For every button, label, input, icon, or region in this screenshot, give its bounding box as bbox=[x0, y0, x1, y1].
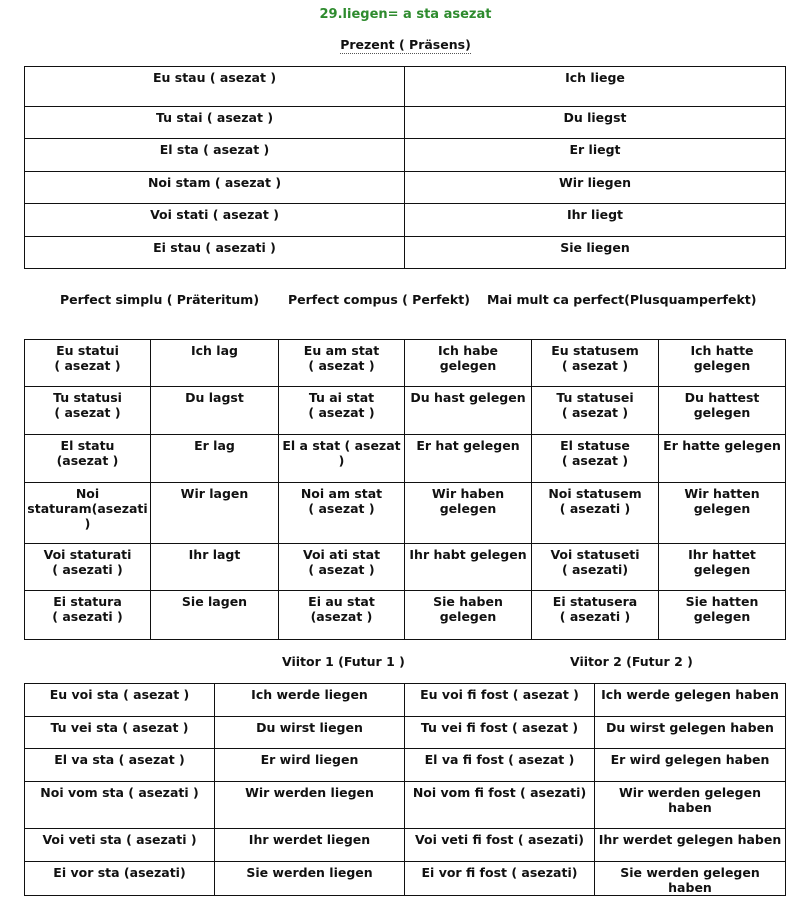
present-cell bbox=[405, 204, 786, 237]
past-cell bbox=[532, 544, 659, 591]
present-cell-line: Noi stam ( asezat ) bbox=[147, 175, 282, 190]
future-cell bbox=[405, 782, 595, 829]
future-cell bbox=[25, 782, 215, 829]
past-cell-line: ) bbox=[84, 516, 91, 531]
past-cell bbox=[151, 435, 279, 483]
past-cell-line: Du hattest bbox=[684, 390, 760, 405]
past-cell-line: gelegen bbox=[439, 501, 497, 516]
present-cell-line: Voi stati ( asezat ) bbox=[150, 207, 279, 222]
present-row bbox=[25, 67, 786, 107]
present-cell bbox=[25, 139, 405, 172]
past-row bbox=[25, 387, 786, 435]
past-cell-line: gelegen bbox=[693, 501, 751, 516]
past-cell bbox=[532, 435, 659, 483]
past-cell bbox=[405, 591, 532, 640]
past-cell-line: ( asezati) bbox=[561, 562, 629, 577]
past-cell bbox=[532, 340, 659, 387]
future-cell-line: Sie werden liegen bbox=[246, 865, 373, 880]
future-cell bbox=[25, 684, 215, 717]
present-table-body bbox=[25, 67, 786, 269]
present-cell-line: Er liegt bbox=[569, 142, 621, 157]
present-table bbox=[24, 66, 786, 269]
future-cell bbox=[25, 829, 215, 862]
future-cell bbox=[25, 862, 215, 896]
past-cell-line: Wir haben bbox=[431, 486, 505, 501]
past-cell-line: Eu statui bbox=[56, 343, 119, 358]
past-cell bbox=[151, 387, 279, 435]
future-cell bbox=[215, 749, 405, 782]
present-row bbox=[25, 107, 786, 139]
past-cell-line: gelegen bbox=[439, 609, 497, 624]
past-cell bbox=[405, 340, 532, 387]
heading-futur1: Viitor 1 (Futur 1 ) bbox=[282, 654, 405, 669]
past-cell-line: Ich hatte bbox=[690, 343, 754, 358]
past-cell bbox=[405, 435, 532, 483]
present-cell bbox=[405, 172, 786, 204]
past-cell bbox=[279, 387, 405, 435]
past-cell bbox=[279, 435, 405, 483]
present-cell bbox=[405, 67, 786, 107]
past-cell-line: ( asezat ) bbox=[561, 453, 629, 468]
past-cell-line: Wir hatten bbox=[684, 486, 760, 501]
past-row bbox=[25, 483, 786, 544]
future-cell bbox=[215, 782, 405, 829]
past-cell-line: (asezat ) bbox=[56, 453, 119, 468]
heading-futur2: Viitor 2 (Futur 2 ) bbox=[570, 654, 693, 669]
present-row bbox=[25, 237, 786, 269]
future-row bbox=[25, 782, 786, 829]
past-cell-line: Er lag bbox=[194, 438, 235, 453]
past-cell-line: Wir lagen bbox=[180, 486, 249, 501]
present-row bbox=[25, 139, 786, 172]
future-cell bbox=[405, 829, 595, 862]
present-heading-text: Prezent ( Präsens) bbox=[340, 37, 471, 52]
past-cell bbox=[25, 340, 151, 387]
past-table-body bbox=[25, 340, 786, 640]
present-cell-line: Wir liegen bbox=[559, 175, 631, 190]
future-cell-line: Sie werden gelegen haben bbox=[620, 865, 760, 895]
past-cell bbox=[151, 483, 279, 544]
future-table-body bbox=[25, 684, 786, 896]
future-cell-line: Tu vei fi fost ( asezat ) bbox=[420, 720, 579, 735]
past-cell-line: Er hat gelegen bbox=[416, 438, 520, 453]
future-cell-line: Du wirst gelegen haben bbox=[606, 720, 774, 735]
future-cell-line: Noi vom fi fost ( asezati) bbox=[412, 785, 587, 800]
past-cell-line: Noi statusem bbox=[548, 486, 642, 501]
future-cell bbox=[405, 749, 595, 782]
past-cell-line: El a stat ( asezat bbox=[282, 438, 401, 453]
past-cell bbox=[25, 387, 151, 435]
past-row bbox=[25, 544, 786, 591]
future-cell-line: Eu voi fi fost ( asezat ) bbox=[420, 687, 579, 702]
present-cell-line: Ei stau ( asezati ) bbox=[153, 240, 276, 255]
past-cell-line: Ihr hattet bbox=[688, 547, 756, 562]
past-row bbox=[25, 591, 786, 640]
past-cell bbox=[151, 544, 279, 591]
past-cell-line: gelegen bbox=[439, 358, 497, 373]
past-cell-line: Tu statusei bbox=[556, 390, 634, 405]
past-cell-line: Sie haben bbox=[433, 594, 503, 609]
present-cell bbox=[405, 237, 786, 269]
past-cell-line: ) bbox=[338, 453, 345, 468]
future-cell bbox=[25, 717, 215, 749]
future-cell-line: Voi veti sta ( asezati ) bbox=[42, 832, 197, 847]
past-cell bbox=[659, 387, 786, 435]
past-cell-line: Er hatte gelegen bbox=[663, 438, 781, 453]
past-cell-line: Tu statusi bbox=[53, 390, 122, 405]
future-row bbox=[25, 862, 786, 896]
past-cell-line: Ich lag bbox=[191, 343, 238, 358]
heading-perfekt: Perfect compus ( Perfekt) bbox=[288, 292, 470, 307]
past-cell-line: ( asezati ) bbox=[52, 562, 123, 577]
past-cell bbox=[151, 591, 279, 640]
past-cell-line: Ei statusera bbox=[552, 594, 638, 609]
future-cell-line: Ei vor fi fost ( asezati) bbox=[421, 865, 578, 880]
future-cell-line: Tu vei sta ( asezat ) bbox=[50, 720, 189, 735]
past-cell bbox=[659, 435, 786, 483]
present-row bbox=[25, 172, 786, 204]
past-cell bbox=[405, 544, 532, 591]
future-cell-line: haben bbox=[668, 800, 712, 815]
future-cell bbox=[215, 717, 405, 749]
future-cell-line: Ei vor sta (asezati) bbox=[53, 865, 186, 880]
future-cell bbox=[595, 782, 786, 829]
future-cell-line: Wir werden gelegen bbox=[619, 785, 761, 800]
future-cell-line: Eu voi sta ( asezat ) bbox=[49, 687, 190, 702]
past-cell-line: ( asezat ) bbox=[308, 358, 375, 373]
past-cell-line: Ei statura bbox=[53, 594, 122, 609]
future-cell-line: Wir werden liegen bbox=[245, 785, 374, 800]
future-cell-line: Du wirst liegen bbox=[256, 720, 363, 735]
present-cell-line: El sta ( asezat ) bbox=[159, 142, 270, 157]
past-cell-line: ( asezat ) bbox=[308, 501, 375, 516]
past-cell-line: ( asezati ) bbox=[52, 609, 123, 624]
past-cell bbox=[25, 435, 151, 483]
future-cell-line: Ich werde gelegen haben bbox=[601, 687, 779, 702]
future-cell-line: El va sta ( asezat ) bbox=[54, 752, 185, 767]
present-cell bbox=[25, 172, 405, 204]
past-cell-line: Sie lagen bbox=[181, 594, 248, 609]
present-cell bbox=[25, 237, 405, 269]
present-row bbox=[25, 204, 786, 237]
past-cell-line: gelegen bbox=[693, 562, 751, 577]
future-cell bbox=[405, 717, 595, 749]
past-cell-line: Voi statuseti bbox=[550, 547, 640, 562]
past-cell-line: gelegen bbox=[693, 358, 751, 373]
future-cell bbox=[25, 749, 215, 782]
past-cell bbox=[532, 387, 659, 435]
past-cell-line: Ihr habt gelegen bbox=[409, 547, 527, 562]
past-cell-line: staturam(asezati bbox=[27, 501, 148, 516]
future-cell-line: Ich werde liegen bbox=[251, 687, 368, 702]
past-cell-line: ( asezat ) bbox=[308, 562, 375, 577]
future-cell-line: Er wird gelegen haben bbox=[610, 752, 770, 767]
past-cell-line: Voi ati stat bbox=[302, 547, 381, 562]
past-cell-line: Sie hatten bbox=[685, 594, 759, 609]
present-cell bbox=[405, 139, 786, 172]
present-cell-line: Tu stai ( asezat ) bbox=[155, 110, 274, 125]
past-table bbox=[24, 339, 786, 640]
present-heading bbox=[0, 37, 797, 52]
present-cell bbox=[25, 67, 405, 107]
past-cell-line: Noi bbox=[75, 486, 100, 501]
past-cell-line: gelegen bbox=[693, 405, 751, 420]
past-cell-line: Eu am stat bbox=[303, 343, 380, 358]
past-cell bbox=[659, 483, 786, 544]
future-cell bbox=[595, 829, 786, 862]
past-cell bbox=[25, 483, 151, 544]
future-cell-line: Ihr werdet gelegen haben bbox=[598, 832, 782, 847]
past-cell-line: Tu ai stat bbox=[308, 390, 375, 405]
past-cell bbox=[25, 544, 151, 591]
future-row bbox=[25, 829, 786, 862]
past-cell bbox=[279, 340, 405, 387]
future-cell bbox=[595, 862, 786, 896]
past-cell-line: Ich habe bbox=[437, 343, 499, 358]
past-cell-line: Du lagst bbox=[185, 390, 244, 405]
past-cell bbox=[532, 591, 659, 640]
page-title: 29.liegen= a sta asezat bbox=[319, 7, 492, 22]
future-cell bbox=[405, 862, 595, 896]
future-row bbox=[25, 717, 786, 749]
present-cell bbox=[25, 107, 405, 139]
past-cell bbox=[279, 483, 405, 544]
past-cell bbox=[659, 544, 786, 591]
future-cell bbox=[405, 684, 595, 717]
heading-plusquamperfekt: Mai mult ca perfect(Plusquamperfekt) bbox=[487, 292, 757, 307]
past-row bbox=[25, 435, 786, 483]
past-cell-line: El statu bbox=[60, 438, 115, 453]
past-cell-line: Eu statusem bbox=[551, 343, 639, 358]
future-cell-line: Voi veti fi fost ( asezati) bbox=[415, 832, 584, 847]
past-cell bbox=[151, 340, 279, 387]
past-cell-line: ( asezati ) bbox=[559, 609, 631, 624]
past-cell-line: (asezat ) bbox=[310, 609, 373, 624]
past-cell bbox=[659, 340, 786, 387]
past-cell-line: ( asezat ) bbox=[308, 405, 375, 420]
past-row bbox=[25, 340, 786, 387]
future-cell bbox=[595, 749, 786, 782]
future-cell bbox=[215, 684, 405, 717]
past-cell bbox=[405, 483, 532, 544]
past-cell-line: ( asezat ) bbox=[54, 358, 121, 373]
past-cell bbox=[532, 483, 659, 544]
future-row bbox=[25, 749, 786, 782]
future-cell bbox=[215, 862, 405, 896]
past-cell-line: Du hast gelegen bbox=[410, 390, 526, 405]
past-cell bbox=[25, 591, 151, 640]
past-cell-line: Noi am stat bbox=[300, 486, 383, 501]
past-cell-line: ( asezati ) bbox=[559, 501, 631, 516]
past-cell bbox=[279, 591, 405, 640]
future-cell-line: El va fi fost ( asezat ) bbox=[424, 752, 575, 767]
future-cell-line: Ihr werdet liegen bbox=[248, 832, 371, 847]
future-cell bbox=[595, 684, 786, 717]
past-cell bbox=[659, 591, 786, 640]
past-cell-line: gelegen bbox=[693, 609, 751, 624]
past-cell-line: ( asezat ) bbox=[54, 405, 121, 420]
present-cell-line: Ihr liegt bbox=[566, 207, 624, 222]
present-cell-line: Du liegst bbox=[563, 110, 627, 125]
future-cell bbox=[215, 829, 405, 862]
present-cell-line: Eu stau ( asezat ) bbox=[152, 70, 277, 85]
past-cell-line: Voi staturati bbox=[43, 547, 132, 562]
future-cell bbox=[595, 717, 786, 749]
past-cell-line: ( asezat ) bbox=[561, 358, 629, 373]
heading-prateritum: Perfect simplu ( Präteritum) bbox=[60, 292, 260, 307]
past-cell-line: Ihr lagt bbox=[188, 547, 241, 562]
future-cell-line: Er wird liegen bbox=[260, 752, 359, 767]
present-cell bbox=[405, 107, 786, 139]
present-cell bbox=[25, 204, 405, 237]
past-cell bbox=[279, 544, 405, 591]
present-cell-line: Sie liegen bbox=[560, 240, 630, 255]
future-row bbox=[25, 684, 786, 717]
past-cell-line: ( asezat ) bbox=[561, 405, 629, 420]
future-table bbox=[24, 683, 786, 896]
past-cell-line: El statuse bbox=[560, 438, 630, 453]
past-cell-line: Ei au stat bbox=[308, 594, 375, 609]
past-cell bbox=[405, 387, 532, 435]
present-cell-line: Ich liege bbox=[565, 70, 625, 85]
future-cell-line: Noi vom sta ( asezati ) bbox=[40, 785, 199, 800]
